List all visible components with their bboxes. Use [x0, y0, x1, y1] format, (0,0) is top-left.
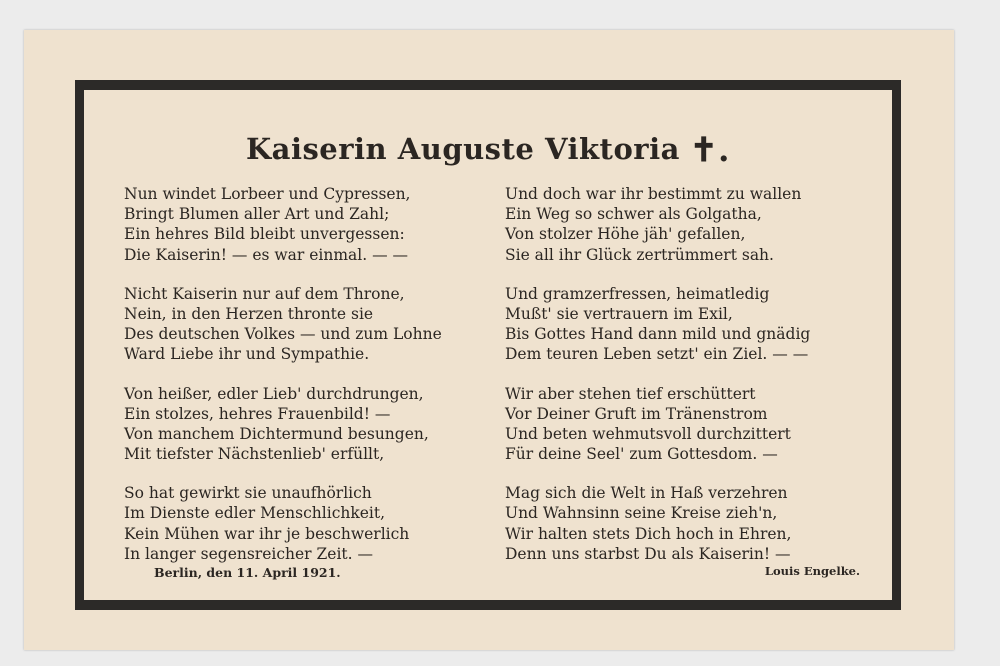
poem-line: Wir aber stehen tief erschüttert — [505, 384, 756, 403]
poem-line: Und doch war ihr bestimmt zu wallen — [505, 185, 802, 203]
poem-line: Bis Gottes Hand dann mild und gnädig — [505, 325, 811, 344]
poem-line: Ward Liebe ihr und Sympathie. — [124, 345, 370, 364]
place-date: Berlin, den 11. April 1921. — [154, 565, 341, 580]
poem-line: Nun windet Lorbeer und Cypressen, — [124, 185, 411, 203]
poem-line: Wir halten stets Dich hoch in Ehren, — [505, 524, 792, 543]
poem-line: Die Kaiserin! — es war einmal. — — — [124, 245, 409, 264]
poem-column-right — [505, 184, 885, 583]
poem-stanza — [505, 284, 885, 365]
poem-line: Mit tiefster Nächstenlieb' erfüllt, — [124, 445, 385, 464]
poem-stanza — [124, 184, 504, 265]
poem-line: Und Wahnsinn seine Kreise zieh'n, — [505, 504, 778, 523]
poem-stanza — [124, 384, 504, 465]
cross-icon: ✝. — [689, 130, 731, 169]
poem-stanza — [505, 384, 885, 465]
poem-line: Ein stolzes, hehres Frauenbild! — — [124, 404, 391, 423]
poem-line: Und beten wehmutsvoll durchzittert — [505, 424, 791, 443]
poem-line: Nein, in den Herzen thronte sie — [124, 304, 374, 323]
poem-column-left — [124, 184, 504, 583]
poem-line: Und gramzerfressen, heimatledig — [505, 284, 770, 303]
poem-line: Im Dienste edler Menschlichkeit, — [124, 504, 386, 523]
author-signature: Louis Engelke. — [764, 564, 860, 578]
poem-line: So hat gewirkt sie unaufhörlich — [124, 484, 372, 503]
poem-stanza — [505, 483, 885, 564]
poem-line: Des deutschen Volkes — und zum Lohne — [124, 325, 442, 344]
poem-stanza — [505, 184, 885, 265]
poem-line: Vor Deiner Gruft im Tränenstrom — [505, 404, 768, 423]
poem-stanza — [124, 284, 504, 365]
poem-line: Ein hehres Bild bleibt unvergessen: — [124, 225, 405, 244]
poem-line: Ein Weg so schwer als Golgatha, — [505, 205, 762, 224]
poem-line: Von manchem Dichtermund besungen, — [124, 424, 429, 443]
poem-line: Dem teuren Leben setzt' ein Ziel. — — — [505, 345, 809, 364]
poem-line: Kein Mühen war ihr je beschwerlich — [124, 524, 410, 543]
poem-line: Nicht Kaiserin nur auf dem Throne, — [124, 284, 405, 303]
poem-line: Von stolzer Höhe jäh' gefallen, — [505, 225, 746, 244]
poem-line: Sie all ihr Glück zertrümmert sah. — [505, 245, 774, 264]
poem-line: Mußt' sie vertrauern im Exil, — [505, 304, 733, 323]
poem-line: Für deine Seel' zum Gottesdom. — — [505, 445, 778, 464]
poem-line: In langer segensreicher Zeit. — — [124, 544, 373, 563]
poem-stanza — [124, 483, 504, 564]
title-text: Kaiserin Auguste Viktoria — [245, 132, 680, 166]
poem-title — [84, 128, 892, 167]
poem-line: Bringt Blumen aller Art und Zahl; — [124, 205, 390, 224]
poem-line: Von heißer, edler Lieb' durchdrungen, — [124, 384, 424, 403]
poem-line: Mag sich die Welt in Haß verzehren — [505, 484, 788, 503]
mourning-border-frame — [75, 80, 901, 610]
poem-line: Denn uns starbst Du als Kaiserin! — — [505, 544, 791, 563]
